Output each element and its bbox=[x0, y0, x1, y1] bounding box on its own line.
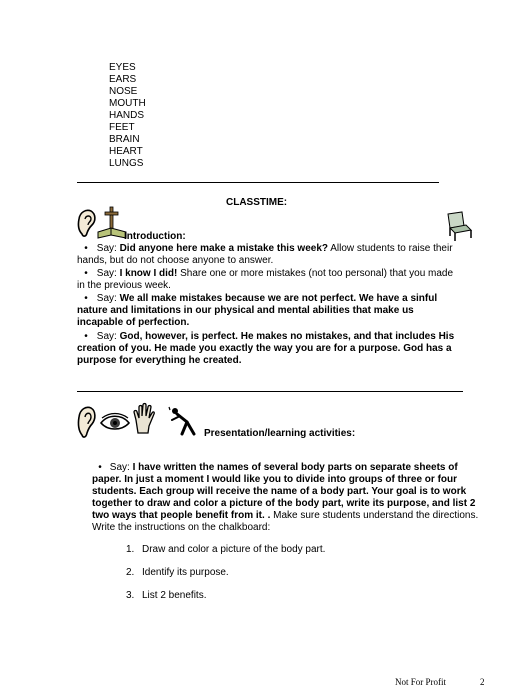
intro-bullet: • Say: Did anyone here make a mistake this week? Allow students to raise their hands, but do not choose anyone to answer. bbox=[77, 243, 453, 266]
list-item: HANDS bbox=[109, 110, 145, 121]
bullet-icon: • bbox=[84, 331, 88, 342]
stretching-figure-icon bbox=[168, 406, 202, 442]
list-item: BRAIN bbox=[109, 134, 140, 145]
bullet-icon: • bbox=[84, 293, 88, 304]
list-item: MOUTH bbox=[109, 98, 146, 109]
body-parts-list bbox=[109, 62, 146, 170]
classtime-heading: CLASSTIME: bbox=[226, 197, 288, 208]
page-number: 2 bbox=[480, 677, 485, 687]
instruction-step: 3. List 2 benefits. bbox=[126, 590, 207, 601]
footer-text: Not For Profit bbox=[395, 677, 447, 687]
list-item: EARS bbox=[109, 74, 137, 85]
ear-icon bbox=[76, 405, 98, 443]
list-item: FEET bbox=[109, 122, 135, 133]
intro-bullet: • Say: God, however, is perfect. He makes no mistakes, and that includes His creation of you. He made you exactly the way you are for a purpose. God has a purpose for everything he created. bbox=[77, 331, 455, 366]
intro-bullet: • Say: I know I did! Share one or more mistakes (not too personal) that you made in the previous week. bbox=[77, 268, 454, 291]
bullet-icon: • bbox=[84, 268, 88, 279]
instruction-step: 2. Identify its purpose. bbox=[126, 567, 229, 578]
ear-icon bbox=[76, 208, 98, 242]
eye-icon bbox=[100, 414, 130, 436]
list-item: NOSE bbox=[109, 86, 138, 97]
divider-2 bbox=[77, 391, 463, 392]
hand-icon bbox=[132, 403, 156, 439]
presentation-heading: Presentation/learning activities: bbox=[204, 428, 356, 439]
bullet-icon: • bbox=[84, 243, 88, 254]
list-item: LUNGS bbox=[109, 158, 144, 169]
divider-1 bbox=[77, 182, 439, 183]
bullet-icon: • bbox=[98, 462, 102, 473]
instruction-step: 1. Draw and color a picture of the body part. bbox=[126, 544, 326, 555]
introduction-heading: Introduction: bbox=[124, 231, 186, 242]
list-item: EYES bbox=[109, 62, 136, 73]
chair-icon bbox=[444, 210, 474, 246]
intro-bullet: • Say: We all make mistakes because we are not perfect. We have a sinful nature and limitations in our physical and mental abilities that make us incapable of perfection. bbox=[77, 293, 438, 328]
presentation-bullet: • Say: I have written the names of several body parts on separate sheets of paper. In just a moment I would like you to divide into groups of three or four students. Each group will receive the name of a body part. Your goal is to work together to draw and color a picture of the body part, write its purpose, and list 2 two ways that people benefit from it. . Make sure students understand the directions. Write the instructions on the chalkboard: bbox=[92, 462, 479, 533]
list-item: HEART bbox=[109, 146, 143, 157]
